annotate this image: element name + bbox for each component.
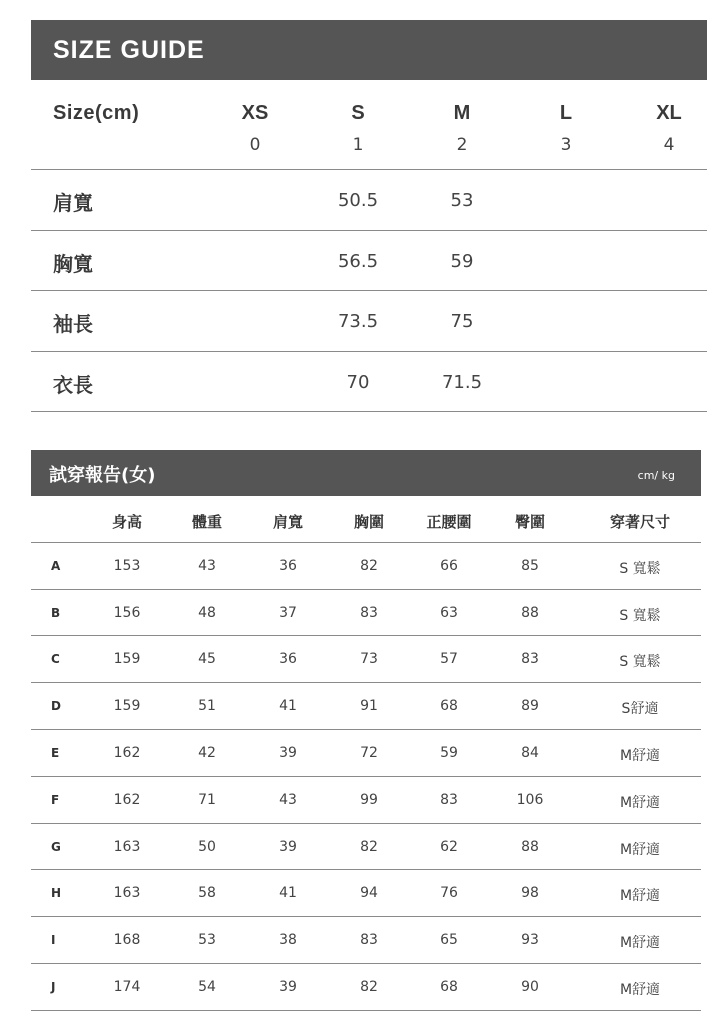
table-cell: 71 [198,791,216,808]
measure-value: 75 [450,311,474,332]
table-cell: 88 [521,838,539,855]
table-cell: 85 [521,557,539,574]
tester-id: I [51,933,56,948]
table-row [31,870,701,917]
measure-value: 70 [346,371,370,393]
table-cell: S 寬鬆 [619,607,661,624]
column-header: 身高 [111,513,143,531]
table-row [31,543,701,590]
size-num-s: 1 [352,135,364,155]
column-header: 胸圍 [353,513,385,531]
tester-id: E [51,745,60,760]
table-cell: M舒適 [619,981,661,998]
size-s: S [351,102,365,124]
size-unit-label: Size(cm) [53,102,140,124]
measure-label: 胸寬 [53,251,93,276]
size-guide-header-row [31,80,707,170]
measure-value: 50.5 [337,190,379,211]
column-header: 正腰圍 [426,513,472,531]
table-row [31,964,701,1011]
table-cell: 50 [198,838,216,855]
size-row-length [31,352,707,413]
table-cell: 163 [113,838,141,855]
table-cell: M舒適 [619,841,661,858]
table-cell: 43 [279,791,297,808]
table-cell: 82 [360,838,378,855]
table-cell: 36 [279,557,297,574]
table-cell: 83 [360,932,378,949]
tester-id: H [51,886,62,901]
fitting-report-title: 試穿報告(女) [49,465,156,486]
column-header: 體重 [191,513,223,531]
tester-id: G [51,839,61,854]
table-cell: 82 [360,978,378,995]
table-cell: 39 [279,978,297,995]
table-cell: 83 [440,791,458,808]
table-cell: 163 [113,885,141,902]
size-l: L [559,102,573,124]
table-cell: 156 [113,604,141,621]
table-cell: 62 [440,838,458,855]
table-cell: M舒適 [619,794,661,811]
size-num-m: 2 [456,135,468,155]
tester-id: J [51,979,56,994]
table-cell: 39 [279,838,297,855]
size-xs: XS [241,102,269,124]
table-cell: 57 [440,651,458,668]
table-cell: 38 [279,932,297,949]
table-cell: S 寬鬆 [619,560,661,577]
table-row [31,730,701,777]
measure-value: 53 [450,190,474,211]
table-row [31,824,701,871]
table-cell: 162 [113,791,141,808]
column-header: 肩寬 [272,513,304,531]
tester-id: B [51,605,61,620]
table-cell: S 寬鬆 [619,654,661,671]
table-cell: 65 [440,932,458,949]
tester-id: C [51,652,60,667]
measure-value: 59 [450,250,474,272]
table-cell: 82 [360,557,378,574]
table-cell: 41 [279,885,297,902]
table-cell: 73 [360,651,378,668]
fitting-header-row [31,496,701,543]
size-num-xl: 4 [663,135,675,155]
tester-id: A [51,558,61,573]
table-cell: 153 [113,557,141,574]
table-cell: 159 [113,698,141,715]
table-cell: 76 [440,885,458,902]
table-row [31,683,701,730]
measure-value: 73.5 [337,311,379,332]
tester-id: F [51,792,60,807]
column-header: 臀圍 [514,513,546,531]
table-cell: 90 [521,978,539,995]
table-cell: 98 [521,885,539,902]
measure-label: 衣長 [53,372,93,397]
table-row [31,777,701,824]
size-m: M [453,102,471,124]
table-cell: 59 [440,744,458,761]
table-cell: 48 [198,604,216,621]
table-cell: 159 [113,651,141,668]
table-cell: 72 [360,744,378,761]
table-cell: 58 [198,885,216,902]
size-guide-title: SIZE GUIDE [31,20,707,80]
measure-value: 71.5 [441,371,483,393]
table-cell: 83 [521,651,539,668]
table-cell: 84 [521,744,539,761]
table-row [31,590,701,637]
table-cell: 91 [360,698,378,715]
table-cell: 66 [440,557,458,574]
table-cell: 45 [198,651,216,668]
table-cell: 37 [279,604,297,621]
table-cell: 88 [521,604,539,621]
table-cell: S舒適 [621,701,659,718]
table-cell: 51 [198,698,216,715]
table-cell: 83 [360,604,378,621]
table-cell: 94 [360,885,378,902]
table-cell: 174 [113,978,141,995]
column-header: 穿著尺寸 [609,513,671,531]
table-row [31,917,701,964]
table-cell: 162 [113,744,141,761]
tester-id: D [51,699,61,714]
table-cell: 68 [440,978,458,995]
table-cell: M舒適 [619,747,661,764]
size-row-sleeve [31,291,707,352]
table-cell: M舒適 [619,935,661,952]
table-cell: 106 [516,791,544,808]
table-cell: 63 [440,604,458,621]
table-cell: 99 [360,791,378,808]
table-cell: 54 [198,978,216,995]
size-row-chest [31,231,707,292]
size-num-xs: 0 [249,135,261,155]
size-num-l: 3 [560,135,572,155]
table-cell: M舒適 [619,888,661,905]
size-row-shoulder [31,170,707,231]
table-cell: 168 [113,932,141,949]
measure-label: 袖長 [53,312,93,336]
table-cell: 41 [279,698,297,715]
table-cell: 43 [198,557,216,574]
measure-value: 56.5 [337,250,379,272]
table-cell: 89 [521,698,539,715]
measure-label: 肩寬 [53,191,93,215]
table-cell: 42 [198,744,216,761]
table-cell: 39 [279,744,297,761]
table-cell: 53 [198,932,216,949]
table-cell: 36 [279,651,297,668]
table-row [31,636,701,683]
table-cell: 93 [521,932,539,949]
size-xl: XL [656,102,682,124]
unit-label: cm/ kg [637,469,675,482]
fitting-report-header [31,450,701,496]
table-cell: 68 [440,698,458,715]
fitting-report-body [31,543,701,1011]
size-guide-table [31,80,707,412]
fitting-report-table [31,496,701,1011]
